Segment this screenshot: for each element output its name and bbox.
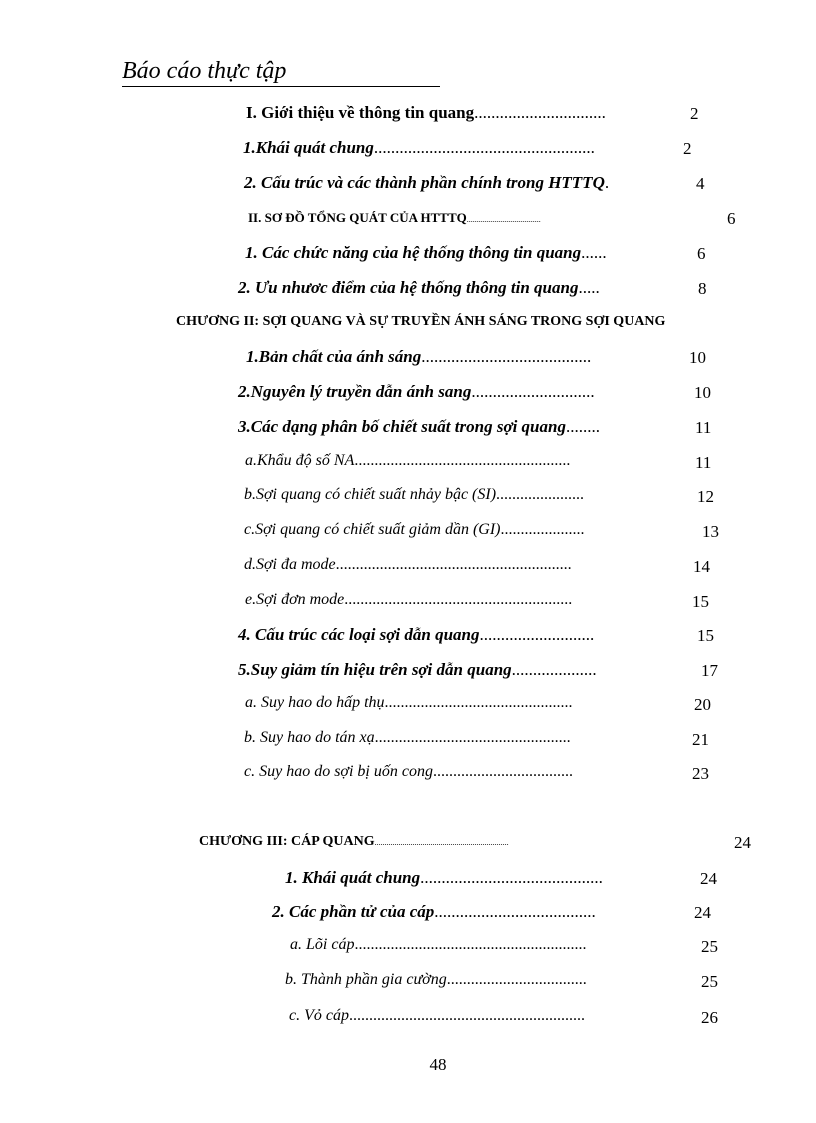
toc-entry-dots: ................................................. — [374, 729, 571, 746]
toc-entry-page: 11 — [695, 418, 712, 437]
toc-entry-page: 15 — [697, 626, 714, 645]
toc-entry — [244, 174, 609, 191]
toc-entry-dots: ........................................................... — [335, 556, 572, 573]
chapter-title: CHƯƠNG II: SỢI QUANG VÀ SỰ TRUYỀN ÁNH SÁNG TRONG SỢI QUANG — [176, 314, 666, 329]
toc-entry-dots: .................... — [511, 660, 597, 679]
toc-entry — [238, 279, 600, 296]
chapter-heading — [176, 315, 665, 329]
toc-entry-page: 2 — [690, 104, 699, 123]
toc-entry-title: c. Vỏ cáp — [289, 1007, 349, 1024]
toc-entry-title: b. Suy hao do tán xạ — [244, 729, 375, 746]
toc-entry-title: 5.Suy giảm tín hiệu trên sợi dẫn quang — [238, 660, 512, 679]
toc-entry-dots: ................................... — [446, 971, 587, 988]
toc-entry-page: 20 — [694, 695, 711, 714]
toc-entry-dots: ............................................... — [384, 694, 573, 711]
toc-entry-page: 23 — [692, 764, 709, 783]
toc-entry-title: e.Sợi đơn mode — [245, 591, 345, 608]
toc-entry-dots: ........................................................... — [348, 1007, 585, 1024]
toc-entry — [285, 972, 587, 988]
toc-entry-title: 2.Nguyên lý truyền dẫn ánh sang — [238, 382, 472, 401]
toc-entry-title: CHƯƠNG III: CÁP QUANG — [199, 834, 375, 849]
header-underline — [122, 86, 440, 87]
toc-entry-dots: ..................... — [500, 521, 585, 538]
toc-entry-dots: . — [604, 173, 610, 192]
toc-entry — [248, 211, 541, 224]
report-header: Báo cáo thực tập — [122, 58, 287, 84]
toc-entry-dots: .................................................... — [373, 138, 595, 157]
toc-entry-dots: ............................... — [474, 103, 606, 122]
toc-entry-page: 8 — [698, 279, 707, 298]
toc-entry — [245, 453, 570, 469]
toc-entry-title: 2. Các phần tử của cáp — [272, 902, 435, 921]
toc-entry — [238, 661, 597, 678]
toc-entry — [238, 418, 600, 435]
toc-entry-dots: ...................................... — [434, 902, 596, 921]
toc-entry — [244, 522, 585, 538]
toc-entry-title: a.Khẩu độ số NA — [245, 452, 355, 469]
toc-entry-title: d.Sợi đa mode — [244, 556, 336, 573]
toc-entry-page: 14 — [693, 557, 710, 576]
toc-entry-dots: ........................................... — [420, 868, 603, 887]
toc-entry-dots: ............................. — [471, 382, 595, 401]
toc-entry — [238, 383, 595, 400]
toc-entry-page: 4 — [696, 174, 705, 193]
toc-entry-dots: .......................................................... — [354, 936, 587, 953]
toc-entry-dots: ........................................ — [421, 347, 592, 366]
toc-entry-page: 10 — [689, 348, 706, 367]
toc-entry-page: 26 — [701, 1008, 718, 1027]
toc-entry-page: 13 — [702, 522, 719, 541]
toc-entry-title: b.Sợi quang có chiết suất nhảy bậc (SI) — [244, 486, 497, 503]
toc-entry-title: 1. Các chức năng của hệ thống thông tin quang — [245, 243, 582, 262]
toc-entry-dots: ......................................................... — [344, 591, 573, 608]
toc-entry-page: 10 — [694, 383, 711, 402]
toc-entry-page: 21 — [692, 730, 709, 749]
toc-entry-dots: ................................... — [432, 763, 573, 780]
toc-entry-title: 3.Các dạng phân bố chiết suất trong sợi quang — [238, 417, 566, 436]
toc-entry-title: I. Giới thiệu về thông tin quang — [246, 103, 475, 122]
toc-entry — [245, 695, 573, 711]
toc-entry-title: 2. Ưu nhươc điểm của hệ thống thông tin quang — [238, 278, 579, 297]
toc-entry-dots: ...................... — [496, 486, 585, 503]
toc-entry — [290, 937, 586, 953]
toc-entry-title: a. Suy hao do hấp thụ — [245, 694, 385, 711]
toc-entry-page: 25 — [701, 937, 718, 956]
toc-entry-page: 2 — [683, 139, 692, 158]
toc-entry-page: 25 — [701, 972, 718, 991]
toc-entry — [246, 104, 606, 121]
toc-entry — [244, 764, 573, 780]
toc-entry — [244, 487, 584, 503]
toc-entry — [289, 1008, 585, 1024]
toc-entry — [238, 626, 594, 643]
toc-entry-page: 24 — [734, 833, 751, 852]
toc-entry-dots: ...... — [581, 243, 607, 262]
toc-entry-title: 2. Cấu trúc và các thành phần chính trong HTTTQ — [244, 173, 605, 192]
toc-entry-title: 1. Khái quát chung — [285, 868, 421, 887]
toc-entry — [245, 244, 607, 261]
toc-entry — [245, 592, 572, 608]
toc-entry-page: 15 — [692, 592, 709, 611]
toc-entry-title: a. Lõi cáp — [290, 936, 355, 953]
toc-entry-title: 1.Bản chất của ánh sáng — [246, 347, 422, 366]
toc-entry-page: 24 — [694, 903, 711, 922]
toc-entry — [244, 557, 572, 573]
toc-entry-title: 1.Khái quát chung — [243, 138, 374, 157]
toc-entry-title: II. SƠ ĐỒ TỔNG QUÁT CỦA HTTTQ — [248, 210, 467, 225]
toc-entry — [244, 730, 571, 746]
toc-entry — [199, 835, 509, 849]
toc-entry-page: 6 — [727, 209, 736, 228]
toc-entry-dots: ........................... — [479, 625, 595, 644]
toc-entry-dots: ..... — [578, 278, 600, 297]
toc-entry-page: 11 — [695, 453, 712, 472]
toc-entry-title: c. Suy hao do sợi bị uốn cong — [244, 763, 433, 780]
toc-entry-title: 4. Cấu trúc các loại sợi dẫn quang — [238, 625, 480, 644]
toc-entry-page: 17 — [701, 661, 718, 680]
page-number: 48 — [429, 1055, 447, 1074]
toc-entry — [272, 903, 596, 920]
toc-entry-page: 24 — [700, 869, 717, 888]
toc-entry-page: 6 — [697, 244, 706, 263]
toc-entry — [246, 348, 591, 365]
toc-entry-dots: ................................................................... — [374, 838, 509, 847]
toc-entry — [285, 869, 603, 886]
toc-entry-page: 12 — [697, 487, 714, 506]
toc-entry-title: c.Sợi quang có chiết suất giảm dần (GI) — [244, 521, 501, 538]
toc-entry — [243, 139, 595, 156]
toc-entry-dots: ..................................... — [466, 215, 541, 224]
toc-entry-dots: ...................................................... — [354, 452, 571, 469]
toc-entry-title: b. Thành phần gia cường — [285, 971, 447, 988]
toc-entry-dots: ........ — [565, 417, 600, 436]
